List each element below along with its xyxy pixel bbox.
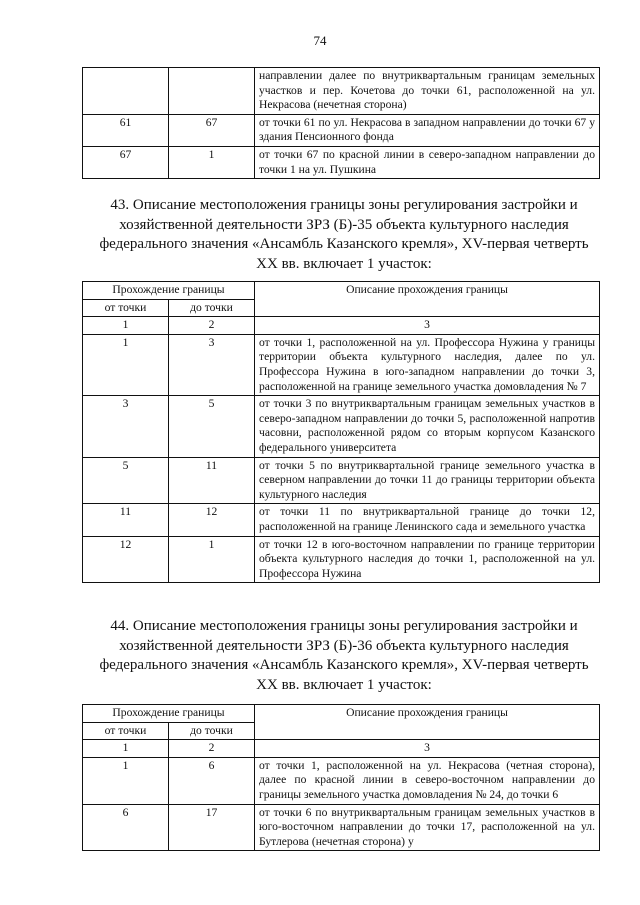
to-point-header: до точки bbox=[169, 299, 255, 317]
column-number: 1 bbox=[83, 317, 169, 335]
from-point-cell: 1 bbox=[83, 334, 169, 395]
section-44-heading: 44. Описание местоположения границы зоны регулирования застройки и хозяйственной деятельности ЗРЗ (Б)-36 объекта культурного наследия федерального значения «Ансамбль Казанского кремля», XV-первая четверть XX вв. включает 1 участок: bbox=[99, 618, 589, 693]
table-header-row bbox=[83, 705, 600, 723]
to-point-header: до точки bbox=[169, 722, 255, 740]
description-header: Описание прохождения границы bbox=[255, 282, 600, 317]
passage-header: Прохождение границы bbox=[83, 282, 255, 300]
to-point-cell: 17 bbox=[169, 804, 255, 851]
page-number: 74 bbox=[313, 33, 327, 48]
section-43-boundary-table bbox=[82, 281, 600, 583]
section-43-heading: 43. Описание местоположения границы зоны регулирования застройки и хозяйственной деятельности ЗРЗ (Б)-35 объекта культурного наследия федерального значения «Ансамбль Казанского кремля», XV-первая четверть XX вв. включает 1 участок: bbox=[99, 197, 589, 272]
to-point-cell: 1 bbox=[169, 536, 255, 583]
description-cell: от точки 1, расположенной на ул. Некрасова (четная сторона), далее по красной линии в северо-восточном направлении до границы земельного участка домовладения № 24, до точки 6 bbox=[255, 757, 600, 804]
table-row bbox=[83, 757, 600, 804]
table-row bbox=[83, 68, 600, 115]
from-point-header: от точки bbox=[83, 722, 169, 740]
description-cell: от точки 6 по внутриквартальным границам земельных участков в юго-восточном направлении до точки 17, расположенной на ул. Бутлерова (нечетная сторона) у bbox=[255, 804, 600, 851]
table-row bbox=[83, 457, 600, 504]
table-row bbox=[83, 804, 600, 851]
description-cell: направлении далее по внутриквартальным границам земельных участков и пер. Кочетова до точки 61, расположенной на ул. Некрасова (нечетная сторона) bbox=[255, 68, 600, 115]
to-point-cell: 67 bbox=[169, 114, 255, 146]
column-number-row bbox=[83, 317, 600, 335]
to-point-cell: 5 bbox=[169, 396, 255, 457]
column-number: 2 bbox=[169, 317, 255, 335]
description-cell: от точки 12 в юго-восточном направлении по границе территории объекта культурного наследия до точки 1, расположенной на ул. Профессора Нужина bbox=[255, 536, 600, 583]
table-row bbox=[83, 536, 600, 583]
description-header: Описание прохождения границы bbox=[255, 705, 600, 740]
description-cell: от точки 11 по внутриквартальной границе до точки 12, расположенной на границе Ленинского сада и земельного участка bbox=[255, 504, 600, 536]
from-point-cell: 67 bbox=[83, 146, 169, 178]
table-row bbox=[83, 504, 600, 536]
column-number: 3 bbox=[255, 317, 600, 335]
table-row bbox=[83, 334, 600, 395]
column-number: 1 bbox=[83, 740, 169, 758]
to-point-cell: 1 bbox=[169, 146, 255, 178]
from-point-header: от точки bbox=[83, 299, 169, 317]
to-point-cell: 3 bbox=[169, 334, 255, 395]
from-point-cell: 61 bbox=[83, 114, 169, 146]
from-point-cell bbox=[83, 68, 169, 115]
column-number-row bbox=[83, 740, 600, 758]
table-header-row bbox=[83, 282, 600, 300]
to-point-cell: 11 bbox=[169, 457, 255, 504]
from-point-cell: 1 bbox=[83, 757, 169, 804]
from-point-cell: 11 bbox=[83, 504, 169, 536]
column-number: 2 bbox=[169, 740, 255, 758]
column-number: 3 bbox=[255, 740, 600, 758]
from-point-cell: 6 bbox=[83, 804, 169, 851]
to-point-cell: 12 bbox=[169, 504, 255, 536]
description-cell: от точки 3 по внутриквартальным границам земельных участков в северо-западном направлении до точки 5, расположенной напротив часовни, расположенной рядом со вторым корпусом Казанского федерального университета bbox=[255, 396, 600, 457]
to-point-cell bbox=[169, 68, 255, 115]
table-row bbox=[83, 146, 600, 178]
from-point-cell: 3 bbox=[83, 396, 169, 457]
from-point-cell: 12 bbox=[83, 536, 169, 583]
section-44-boundary-table bbox=[82, 704, 600, 851]
description-cell: от точки 1, расположенной на ул. Профессора Нужина у границы территории объекта культурного наследия, далее по ул. Профессора Нужина в юго-западном направлении до точки 3, расположенной на границе земельного участка домовладения № 7 bbox=[255, 334, 600, 395]
description-cell: от точки 5 по внутриквартальной границе земельного участка в северном направлении до точки 11 до границы территории объекта культурного наследия bbox=[255, 457, 600, 504]
description-cell: от точки 61 по ул. Некрасова в западном направлении до точки 67 у здания Пенсионного фонда bbox=[255, 114, 600, 146]
continued-boundary-table bbox=[82, 67, 600, 179]
passage-header: Прохождение границы bbox=[83, 705, 255, 723]
description-cell: от точки 67 по красной линии в северо-западном направлении до точки 1 на ул. Пушкина bbox=[255, 146, 600, 178]
table-row bbox=[83, 396, 600, 457]
from-point-cell: 5 bbox=[83, 457, 169, 504]
to-point-cell: 6 bbox=[169, 757, 255, 804]
table-row bbox=[83, 114, 600, 146]
